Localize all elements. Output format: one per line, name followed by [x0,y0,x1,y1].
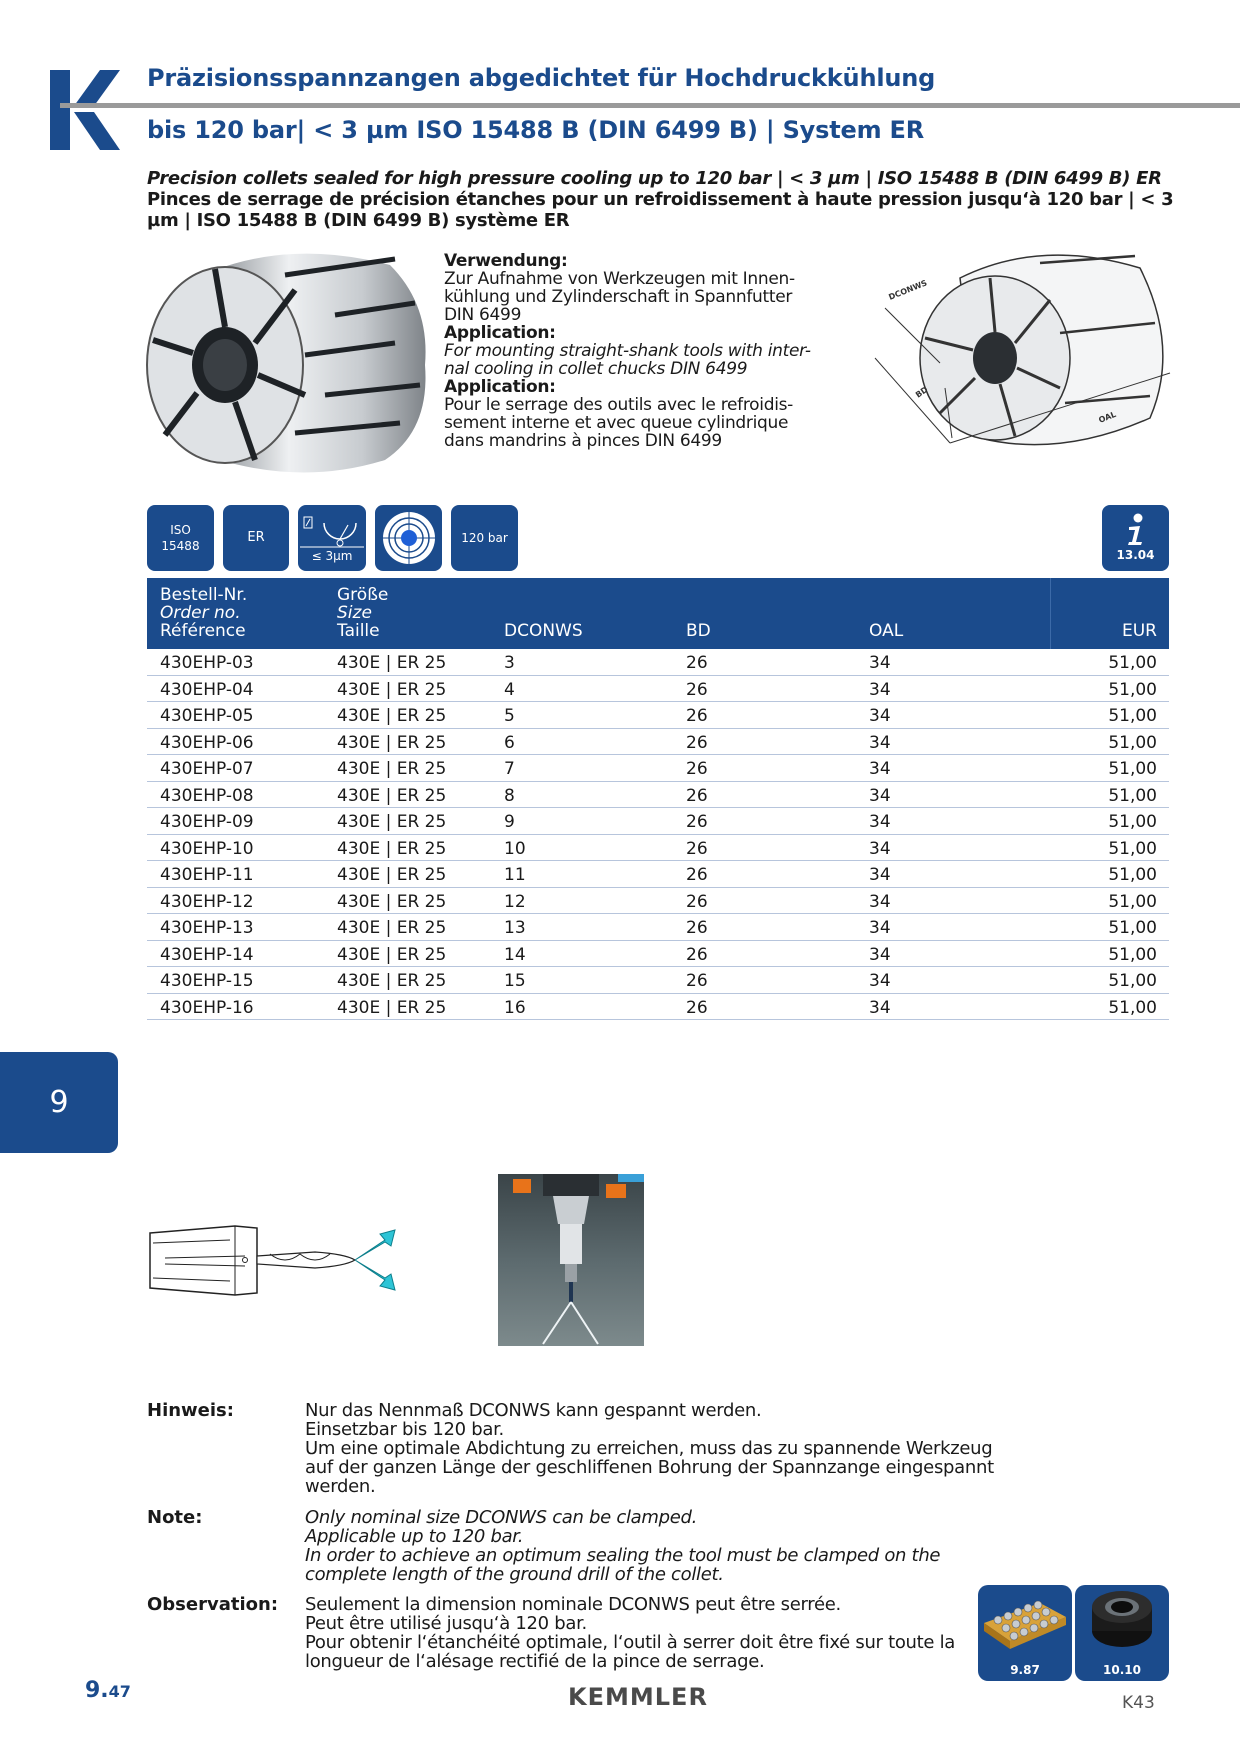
table-cell: 8 [504,785,515,806]
er-badge-label: ER [247,530,265,545]
usage-en-title: Application: [444,323,556,343]
table-cell: 34 [869,706,891,726]
table-cell: 9 [504,812,515,832]
table-cell: 26 [686,679,708,700]
col-order-fr: Référence [160,621,246,641]
catalog-code: K43 [1122,1693,1155,1713]
note-line: Applicable up to 120 bar. [305,1526,524,1547]
note-de-label: Hinweis: [147,1400,234,1421]
table-cell: 430E | ER 25 [337,838,447,859]
table-cell: 430E | ER 25 [337,944,447,965]
table-cell: 26 [686,865,708,885]
header-rule [60,103,1240,108]
table-cell: 51,00 [1108,732,1157,753]
note-fr-label: Observation: [147,1594,279,1615]
collet-dimension-drawing [870,238,1180,488]
table-cell: 430EHP-06 [160,732,254,753]
table-cell: 34 [869,785,891,806]
machining-photo [498,1174,644,1346]
thumbnail-collet-tray[interactable] [978,1585,1072,1681]
table-row [147,861,1169,888]
subtitle-en: Precision collets sealed for high pressure cooling up to 120 bar | < 3 µm | ISO 15488 B (DIN 6499 B) ER [147,168,1162,189]
table-header [147,578,1169,649]
table-cell: 26 [686,759,708,779]
table-cell: 430E | ER 25 [337,891,447,912]
table-cell: 26 [686,706,708,726]
col-dconws: DCONWS [504,621,583,641]
target-icon [381,510,437,566]
note-line: Only nominal size DCONWS can be clamped. [305,1507,698,1528]
col-bd: BD [686,621,711,641]
table-cell: 14 [504,944,526,965]
table-row [147,702,1169,729]
table-cell: 51,00 [1108,759,1157,779]
table-cell: 430EHP-09 [160,812,254,832]
table-cell: 13 [504,918,526,938]
iso-badge-line2: 15488 [161,539,200,553]
info-icon [1125,513,1147,547]
table-row [147,835,1169,862]
table-row [147,676,1169,703]
table-cell: 51,00 [1108,971,1157,991]
concentric-target-badge [375,505,442,571]
page-number-main: 9. [85,1678,109,1703]
table-cell: 26 [686,918,708,938]
table-cell: 34 [869,918,891,938]
table-cell: 430E | ER 25 [337,918,447,938]
subtitle-fr: Pinces de serrage de précision étanches pour un refroidissement à haute pression jusqu‘à 120 bar | < 3 µm | ISO 15488 B (DIN 6499 B) système ER [147,189,1174,231]
table-cell: 51,00 [1108,838,1157,859]
usage-block [444,252,824,450]
brand-name: KEMMLER [568,1683,708,1711]
thumbnail-caption: 10.10 [1103,1663,1141,1677]
table-cell: 5 [504,706,515,726]
table-cell: 430E | ER 25 [337,812,447,832]
note-line: Pour obtenir l‘étanchéité optimale, l‘outil à serrer doit être fixé sur toute la longueur de l‘alésage rectifié de la pince de serrage. [305,1632,956,1672]
table-cell: 51,00 [1108,918,1157,938]
table-cell: 26 [686,732,708,753]
runout-badge-label: ≤ 3µm [311,549,353,563]
table-cell: 34 [869,812,891,832]
info-badge[interactable] [1102,505,1169,571]
table-cell: 51,00 [1108,679,1157,700]
table-cell: 51,00 [1108,785,1157,806]
table-cell: 34 [869,891,891,912]
table-row [147,967,1169,994]
table-cell: 10 [504,838,526,859]
table-cell: 12 [504,891,526,912]
note-en-label: Note: [147,1507,203,1528]
pressure-badge-label: 120 bar [461,531,508,545]
table-cell: 430EHP-16 [160,997,254,1018]
kemmler-k-logo [50,70,120,150]
col-oal: OAL [869,621,904,641]
table-cell: 430EHP-11 [160,865,254,885]
usage-en-text: For mounting straight-shank tools with inter-nal cooling in collet chucks DIN 6499 [444,341,811,379]
table-cell: 430E | ER 25 [337,759,447,779]
usage-de-title: Verwendung: [444,251,568,271]
table-row [147,729,1169,756]
usage-de-text: Zur Aufnahme von Werkzeugen mit Innen-kühlung und Zylinderschaft in Spannfutter DIN 6499 [444,269,795,325]
table-row [147,649,1169,676]
header-divider [1050,578,1051,649]
collet-with-drill-drawing [145,1218,405,1303]
note-de-text [305,1401,1005,1496]
col-size-en: Size [337,603,372,623]
note-line: In order to achieve an optimum sealing the tool must be clamped on the complete length of the ground drill of the collet. [305,1545,941,1585]
table-row [147,941,1169,968]
table-cell: 34 [869,865,891,885]
table-cell: 51,00 [1108,891,1157,912]
table-cell: 51,00 [1108,865,1157,885]
table-cell: 430EHP-04 [160,679,254,700]
table-cell: 34 [869,759,891,779]
table-cell: 51,00 [1108,653,1157,673]
table-cell: 34 [869,944,891,965]
table-cell: 430EHP-03 [160,653,254,673]
er-badge [223,505,289,571]
page-number [85,1678,131,1703]
chapter-tab[interactable] [0,1052,118,1153]
chapter-number: 9 [49,1085,69,1120]
table-cell: 51,00 [1108,997,1157,1018]
note-line: Nur das Nennmaß DCONWS kann gespannt werden. [305,1400,762,1421]
product-table-body [147,649,1169,1020]
table-cell: 34 [869,838,891,859]
table-cell: 430E | ER 25 [337,785,447,806]
table-row [147,888,1169,915]
iso-badge-line1: ISO [170,523,191,537]
table-cell: 26 [686,944,708,965]
drawing-label-oal: OAL [1097,409,1118,425]
note-en-text [305,1508,1005,1584]
note-fr-text [305,1595,1005,1671]
drawing-label-bd: BD [913,384,930,400]
table-cell: 430E | ER 25 [337,865,447,885]
table-cell: 430EHP-14 [160,944,254,965]
col-size-fr: Taille [337,621,380,641]
table-cell: 430EHP-12 [160,891,254,912]
table-cell: 26 [686,812,708,832]
table-cell: 16 [504,997,526,1018]
drawing-label-dconws: DCONWS [887,278,929,302]
collet-photo [145,245,430,480]
table-cell: 430EHP-08 [160,785,254,806]
col-order-en: Order no. [160,603,241,623]
table-cell: 26 [686,971,708,991]
table-cell: 430EHP-07 [160,759,254,779]
thumbnail-caption: 9.87 [1010,1663,1040,1677]
table-cell: 430EHP-05 [160,706,254,726]
pressure-badge [451,505,518,571]
table-cell: 3 [504,653,515,673]
clamping-nut-icon [1075,1585,1169,1655]
table-cell: 26 [686,785,708,806]
table-cell: 430E | ER 25 [337,679,447,700]
page-number-sub: 47 [108,1682,131,1701]
table-row [147,782,1169,809]
table-row [147,755,1169,782]
col-order-de: Bestell-Nr. [160,585,248,605]
table-row [147,808,1169,835]
table-cell: 430E | ER 25 [337,997,447,1018]
runout-badge [298,505,366,571]
table-cell: 6 [504,732,515,753]
table-cell: 15 [504,971,526,991]
table-cell: 26 [686,997,708,1018]
table-cell: 4 [504,679,515,700]
table-cell: 34 [869,679,891,700]
table-cell: 430E | ER 25 [337,971,447,991]
table-cell: 430EHP-15 [160,971,254,991]
table-cell: 26 [686,653,708,673]
collet-tray-icon [978,1585,1072,1655]
table-cell: 51,00 [1108,812,1157,832]
note-line: Peut être utilisé jusqu‘à 120 bar. [305,1613,587,1634]
note-line: Um eine optimale Abdichtung zu erreichen, muss das zu spannende Werkzeug auf der ganzen Länge der geschliffenen Bohrung der Spannzange eingespannt werden. [305,1438,994,1497]
iso-15488-badge [147,505,214,571]
table-cell: 7 [504,759,515,779]
table-cell: 430EHP-13 [160,918,254,938]
table-cell: 34 [869,653,891,673]
table-cell: 26 [686,891,708,912]
table-row [147,994,1169,1021]
usage-fr-text: Pour le serrage des outils avec le refroidis-sement interne et avec queue cylindrique dans mandrins à pinces DIN 6499 [444,395,794,451]
table-cell: 430E | ER 25 [337,706,447,726]
page-title-line2: bis 120 bar| < 3 µm ISO 15488 B (DIN 6499 B) | System ER [147,116,925,144]
col-size-de: Größe [337,585,389,605]
page-title: Präzisionsspannzangen abgedichtet für Hochdruckkühlung [147,64,936,92]
dial-gauge-icon [300,513,364,549]
note-line: Seulement la dimension nominale DCONWS peut être serrée. [305,1594,841,1615]
table-cell: 430E | ER 25 [337,732,447,753]
note-line: Einsetzbar bis 120 bar. [305,1419,504,1440]
table-cell: 34 [869,732,891,753]
col-eur: EUR [1122,621,1157,641]
table-cell: 34 [869,971,891,991]
thumbnail-clamping-nut[interactable] [1075,1585,1169,1681]
info-badge-ref: 13.04 [1116,548,1155,562]
table-cell: 11 [504,865,526,885]
table-cell: 51,00 [1108,706,1157,726]
table-cell: 26 [686,838,708,859]
table-row [147,914,1169,941]
table-cell: 34 [869,997,891,1018]
table-cell: 51,00 [1108,944,1157,965]
table-cell: 430EHP-10 [160,838,254,859]
usage-fr-title: Application: [444,377,556,397]
table-cell: 430E | ER 25 [337,653,447,673]
